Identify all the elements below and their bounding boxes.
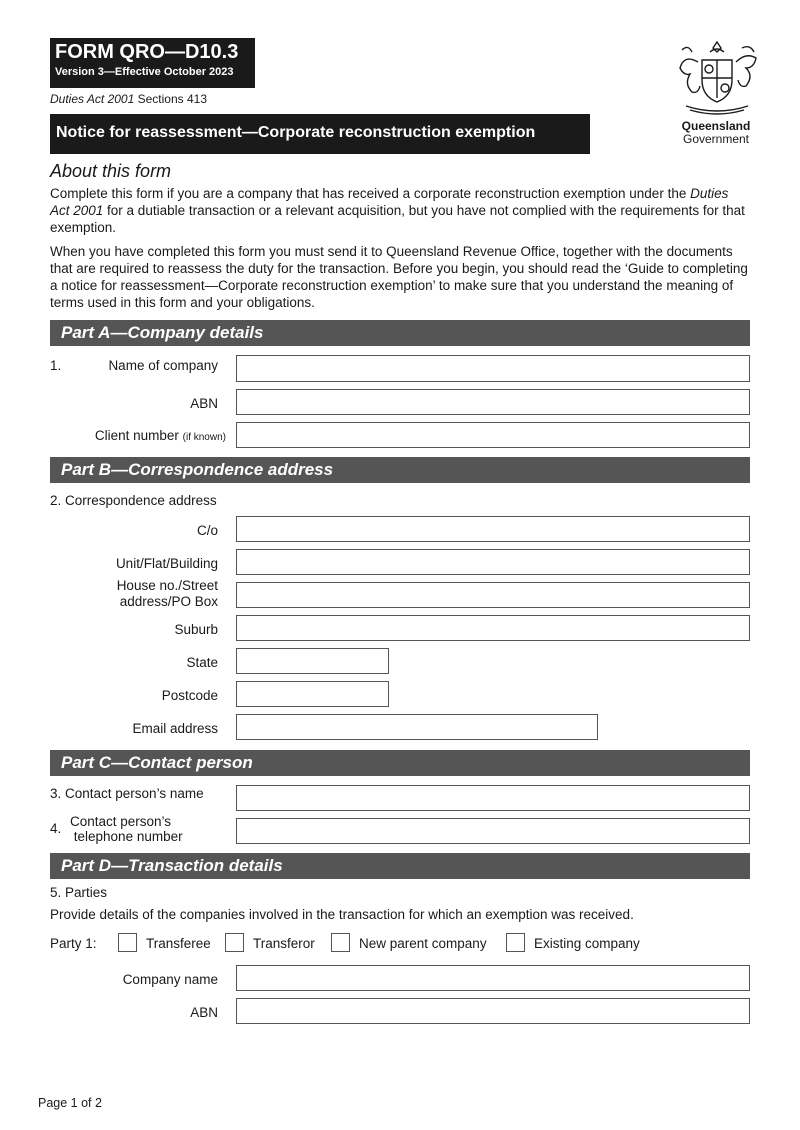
client-number-label-text: Client number [94,428,179,443]
form-code: FORM QRO—D10.3 [55,41,239,63]
email-field[interactable] [236,714,598,740]
q4-label-1: Contact person’s [70,814,172,829]
party-abn-label: ABN [190,1005,218,1020]
page-number: Page 1 of 2 [38,1096,102,1110]
form-title: Notice for reassessment—Corporate reconstruction exemption [56,124,536,141]
form-version: Version 3—Effective October 2023 [55,66,234,78]
about-p1-a: Complete this form if you are a company that has received a corporate reconstruction exemption under the [50,186,691,201]
company-name-field[interactable] [236,355,750,382]
q4-label [70,814,183,844]
form-title-bar [50,114,590,154]
suburb-field[interactable] [236,615,750,641]
act-reference [50,92,207,106]
part-c-heading-bar [50,750,750,776]
transferor-label: Transferor [253,936,315,951]
email-label: Email address [132,721,218,736]
part-a-heading: Part A—Company details [61,323,264,342]
q5-label: 5. Parties [50,885,108,900]
q1-number: 1. [50,358,62,373]
q4-number: 4. [50,821,62,836]
street-label [0,578,218,610]
transferee-label: Transferee [146,936,211,951]
street-field[interactable] [236,582,750,608]
transferor-checkbox[interactable] [225,933,244,952]
existing-company-checkbox[interactable] [506,933,525,952]
part-b-heading-bar [50,457,750,483]
company-name-label: Name of company [108,358,218,373]
unit-field[interactable] [236,549,750,575]
queensland-government-logo [650,120,782,146]
logo-line-2: Government [682,132,750,146]
postcode-label: Postcode [161,688,218,703]
unit-label: Unit/Flat/Building [115,556,218,571]
contact-name-field[interactable] [236,785,750,811]
q2-label: 2. Correspondence address [50,493,217,508]
part-d-heading-bar [50,853,750,879]
client-number-field[interactable] [236,422,750,448]
about-paragraph-1 [50,185,750,236]
state-label: State [186,655,218,670]
postcode-field[interactable] [236,681,389,707]
suburb-label: Suburb [174,622,218,637]
street-label-2: address/PO Box [119,594,218,609]
about-paragraph-2: When you have completed this form you must send it to Queensland Revenue Office, together with the documents that are required to reassess the duty for the transaction. Before you begin, you should read the ‘Guide to completing a notice for reassessment—Corporate reconstruction exemption’ to make sure that you understand the meaning of terms used in this form and your obligations. [50,244,748,310]
abn-field[interactable] [236,389,750,415]
street-label-1: House no./Street [116,578,218,593]
existing-company-label: Existing company [534,936,640,951]
part-a-heading-bar [50,320,750,346]
party-abn-field[interactable] [236,998,750,1024]
care-of-field[interactable] [236,516,750,542]
about-p1-act: Duties Act 2001 [50,186,729,218]
q4-label-2: telephone number [73,829,183,844]
state-field[interactable] [236,648,389,674]
about-heading: About this form [50,161,172,181]
new-parent-company-checkbox[interactable] [331,933,350,952]
parties-instructions: Provide details of the companies involved in the transaction for which an exemption was received. [50,907,634,922]
part-d-heading: Part D—Transaction details [61,856,283,875]
form-code-block [50,38,255,88]
logo-line-1: Queensland [681,119,751,133]
q3-label: 3. Contact person’s name [50,786,204,801]
party-1-label: Party 1: [50,936,97,951]
new-parent-company-label: New parent company [359,936,487,951]
party-company-name-label: Company name [122,972,218,987]
client-number-label [6,428,226,446]
contact-phone-field[interactable] [236,818,750,844]
queensland-coat-of-arms-icon [672,38,762,118]
part-b-heading: Part B—Correspondence address [61,460,334,479]
care-of-label: C/o [196,523,218,538]
client-number-note: (if known) [182,432,226,443]
party-company-name-field[interactable] [236,965,750,991]
act-name: Duties Act 2001 [50,92,135,106]
transferee-checkbox[interactable] [118,933,137,952]
abn-label: ABN [190,396,218,411]
about-p1-b: for a dutiable transaction or a relevant acquisition, but you have not complied with the requirements for that exemption. [50,203,745,235]
act-sections: Sections 413 [134,92,207,106]
part-c-heading: Part C—Contact person [61,753,253,772]
